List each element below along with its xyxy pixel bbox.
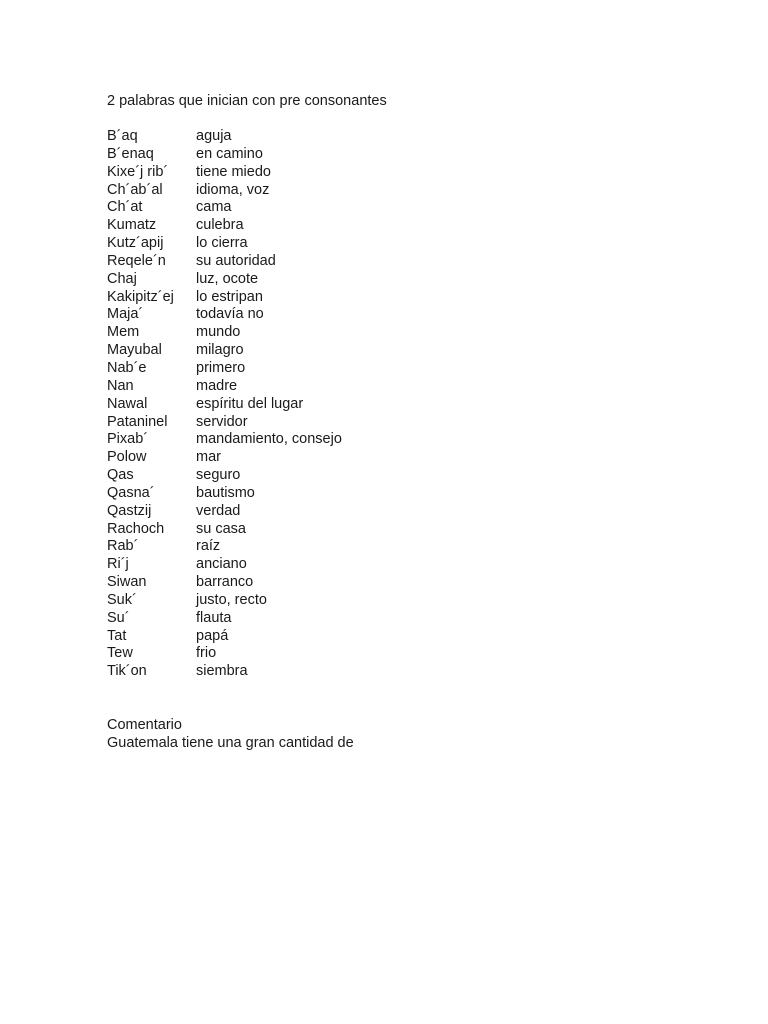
vocabulary-word: Nan bbox=[107, 377, 134, 394]
vocabulary-word: Qastzij bbox=[107, 502, 152, 519]
vocabulary-row bbox=[107, 182, 342, 200]
vocabulary-row bbox=[107, 663, 342, 681]
vocabulary-meaning: todavía no bbox=[196, 306, 264, 323]
vocabulary-row bbox=[107, 378, 342, 396]
vocabulary-word: Ch´ab´al bbox=[107, 181, 163, 198]
vocabulary-meaning: madre bbox=[196, 377, 238, 394]
vocabulary-meaning: mundo bbox=[196, 324, 241, 341]
vocabulary-word: Qasna´ bbox=[107, 484, 155, 501]
vocabulary-word: Rab´ bbox=[107, 538, 139, 555]
vocabulary-row bbox=[107, 556, 342, 574]
vocabulary-meaning: servidor bbox=[196, 413, 248, 430]
vocabulary-meaning: flauta bbox=[196, 609, 232, 626]
vocabulary-row bbox=[107, 645, 342, 663]
vocabulary-meaning: papá bbox=[196, 627, 229, 644]
vocabulary-row bbox=[107, 324, 342, 342]
vocabulary-meaning: barranco bbox=[196, 574, 254, 591]
vocabulary-row bbox=[107, 128, 342, 146]
vocabulary-row bbox=[107, 306, 342, 324]
vocabulary-meaning: seguro bbox=[196, 467, 241, 484]
vocabulary-word: Reqele´n bbox=[107, 252, 166, 269]
vocabulary-word: Kakipitz´ej bbox=[107, 288, 174, 305]
vocabulary-meaning: verdad bbox=[196, 502, 241, 519]
vocabulary-row bbox=[107, 538, 342, 556]
vocabulary-word: Pataninel bbox=[107, 413, 168, 430]
vocabulary-row bbox=[107, 414, 342, 432]
vocabulary-meaning: culebra bbox=[196, 217, 244, 234]
vocabulary-word: Nawal bbox=[107, 395, 148, 412]
vocabulary-meaning: milagro bbox=[196, 342, 244, 359]
vocabulary-meaning: justo, recto bbox=[196, 591, 267, 608]
vocabulary-meaning: tiene miedo bbox=[196, 163, 271, 180]
vocabulary-meaning: mar bbox=[196, 449, 221, 466]
vocabulary-meaning: anciano bbox=[196, 556, 247, 573]
vocabulary-list bbox=[107, 128, 342, 681]
vocabulary-meaning: frio bbox=[196, 645, 217, 662]
vocabulary-word: Kumatz bbox=[107, 217, 157, 234]
comment-section bbox=[107, 716, 354, 752]
vocabulary-meaning: cama bbox=[196, 199, 232, 216]
vocabulary-word: Qas bbox=[107, 467, 134, 484]
vocabulary-word: Mem bbox=[107, 324, 140, 341]
vocabulary-word: Rachoch bbox=[107, 520, 165, 537]
vocabulary-word: Polow bbox=[107, 449, 147, 466]
vocabulary-row bbox=[107, 592, 342, 610]
vocabulary-meaning: idioma, voz bbox=[196, 181, 270, 198]
vocabulary-word: Ri´j bbox=[107, 556, 129, 573]
vocabulary-meaning: aguja bbox=[196, 128, 232, 144]
vocabulary-row bbox=[107, 217, 342, 235]
vocabulary-word: Siwan bbox=[107, 574, 147, 591]
vocabulary-word: Kutz´apij bbox=[107, 235, 164, 252]
vocabulary-row bbox=[107, 253, 342, 271]
vocabulary-meaning: su autoridad bbox=[196, 252, 276, 269]
vocabulary-row bbox=[107, 289, 342, 307]
vocabulary-row bbox=[107, 467, 342, 485]
vocabulary-word: Ch´at bbox=[107, 199, 143, 216]
vocabulary-row bbox=[107, 235, 342, 253]
vocabulary-row bbox=[107, 521, 342, 539]
vocabulary-word: Chaj bbox=[107, 270, 137, 287]
vocabulary-row bbox=[107, 449, 342, 467]
vocabulary-meaning: mandamiento, consejo bbox=[196, 431, 342, 448]
vocabulary-word: Suk´ bbox=[107, 591, 137, 608]
comment-title: Comentario bbox=[107, 717, 182, 733]
vocabulary-word: B´aq bbox=[107, 128, 138, 144]
vocabulary-row bbox=[107, 360, 342, 378]
vocabulary-row bbox=[107, 628, 342, 646]
vocabulary-word: Nab´e bbox=[107, 359, 147, 376]
vocabulary-word: Kixe´j rib´ bbox=[107, 163, 169, 180]
vocabulary-word: Pixab´ bbox=[107, 431, 149, 448]
vocabulary-meaning: raíz bbox=[196, 538, 221, 555]
vocabulary-meaning: primero bbox=[196, 359, 246, 376]
vocabulary-word: B´enaq bbox=[107, 145, 154, 162]
vocabulary-word: Su´ bbox=[107, 609, 130, 626]
comment-text: Guatemala tiene una gran cantidad de bbox=[107, 735, 354, 751]
vocabulary-row bbox=[107, 610, 342, 628]
vocabulary-row bbox=[107, 396, 342, 414]
vocabulary-meaning: bautismo bbox=[196, 484, 255, 501]
vocabulary-word: Tat bbox=[107, 627, 127, 644]
document-heading: 2 palabras que inician con pre consonantes bbox=[107, 93, 387, 109]
vocabulary-row bbox=[107, 485, 342, 503]
vocabulary-row bbox=[107, 164, 342, 182]
vocabulary-word: Maja´ bbox=[107, 306, 144, 323]
vocabulary-row bbox=[107, 574, 342, 592]
vocabulary-row bbox=[107, 503, 342, 521]
vocabulary-row bbox=[107, 342, 342, 360]
vocabulary-meaning: lo estripan bbox=[196, 288, 263, 305]
vocabulary-row bbox=[107, 271, 342, 289]
vocabulary-word: Tik´on bbox=[107, 663, 147, 680]
vocabulary-word: Mayubal bbox=[107, 342, 162, 359]
vocabulary-meaning: en camino bbox=[196, 145, 263, 162]
vocabulary-meaning: lo cierra bbox=[196, 235, 248, 252]
vocabulary-meaning: espíritu del lugar bbox=[196, 395, 304, 412]
vocabulary-row bbox=[107, 431, 342, 449]
vocabulary-row bbox=[107, 146, 342, 164]
vocabulary-meaning: siembra bbox=[196, 663, 248, 680]
vocabulary-row bbox=[107, 199, 342, 217]
vocabulary-meaning: su casa bbox=[196, 520, 246, 537]
vocabulary-meaning: luz, ocote bbox=[196, 270, 259, 287]
vocabulary-word: Tew bbox=[107, 645, 133, 662]
